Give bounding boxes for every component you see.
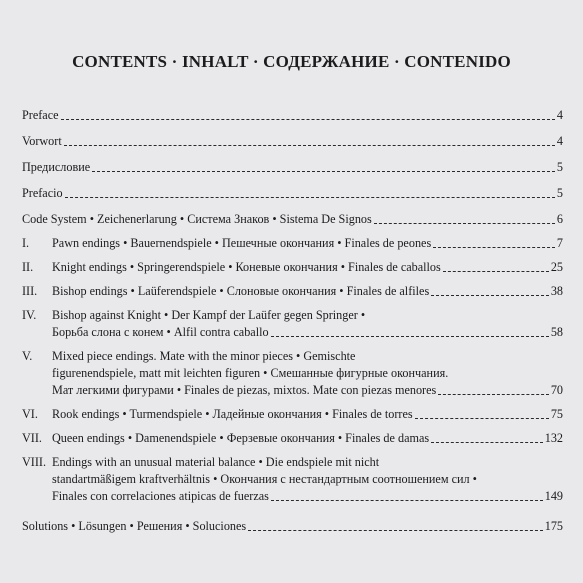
chapter-number: VII.	[22, 431, 42, 445]
toc-entry-chapter-6[interactable]	[22, 405, 563, 422]
toc-page-number: 75	[550, 407, 563, 421]
toc-entry-label: figurenendspiele, matt mit leichten figuren • Смешанные фигурные окончания.	[52, 366, 449, 380]
toc-entry-label: Vorwort	[22, 134, 62, 148]
toc-entry-label: Rook endings • Turmendspiele • Ладейные окончания • Finales de torres	[52, 407, 413, 421]
dot-leader	[374, 222, 555, 224]
dot-leader	[415, 417, 549, 419]
chapter-number: I.	[22, 236, 30, 250]
toc-entry-label: Prefacio	[22, 186, 63, 200]
page-title: CONTENTS · INHALT · СОДЕРЖАНИЕ · CONTENIDO	[72, 52, 511, 71]
toc-entry-chapter-4-cont[interactable]	[22, 323, 563, 340]
toc-entry-chapter-5[interactable]	[22, 347, 563, 364]
toc-entry-prefacio[interactable]	[22, 184, 563, 201]
toc-entry-chapter-2[interactable]	[22, 258, 563, 275]
toc-entry-label: Pawn endings • Bauernendspiele • Пешечные окончания • Finales de peones	[52, 236, 432, 250]
dot-leader	[438, 393, 549, 395]
toc-entry-label: Knight endings • Springerendspiele • Коневые окончания • Finales de caballos	[52, 260, 441, 274]
toc-page-number: 25	[550, 260, 563, 274]
toc-entry-vorwort[interactable]	[22, 132, 563, 149]
chapter-number: VIII.	[22, 455, 47, 469]
toc-entry-chapter-8-cont[interactable]	[22, 470, 563, 487]
dot-leader	[92, 170, 555, 172]
toc-entry-label: Solutions • Lösungen • Решения • Soluciones	[22, 519, 247, 533]
toc-entry-chapter-8-cont2[interactable]	[22, 487, 563, 504]
dot-leader	[248, 529, 543, 531]
table-of-contents	[22, 106, 563, 534]
chapter-number: VI.	[22, 407, 38, 421]
toc-entry-label: Code System • Zeichenerlarung • Система Знаков • Sistema De Signos	[22, 212, 372, 226]
toc-entry-label: Finales con correlaciones atipicas de fuerzas	[52, 489, 269, 503]
toc-entry-label: standartmäßigem kraftverhältnis • Окончания с нестандартным соотношением сил •	[52, 472, 477, 486]
dot-leader	[65, 196, 555, 198]
toc-entry-predislovie[interactable]	[22, 158, 563, 175]
toc-entry-label: Queen endings • Damenendspiele • Ферзевые окончания • Finales de damas	[52, 431, 430, 445]
toc-entry-solutions[interactable]	[22, 517, 563, 534]
toc-entry-label: Bishop against Knight • Der Kampf der Laüfer gegen Springer •	[52, 308, 366, 322]
toc-entry-label: Мат легкими фигурами • Finales de piezas, mixtos. Mate con piezas menores	[52, 383, 437, 397]
chapter-number: IV.	[22, 308, 37, 322]
toc-entry-label: Bishop endings • Laüferendspiele • Слоновые окончания • Finales de alfiles	[52, 284, 430, 298]
toc-page-number: 175	[544, 519, 563, 533]
toc-entry-chapter-7[interactable]	[22, 429, 563, 446]
chapter-number: V.	[22, 349, 33, 363]
dot-leader	[271, 499, 543, 501]
toc-page-number: 5	[556, 186, 563, 200]
toc-entry-preface[interactable]	[22, 106, 563, 123]
toc-entry-chapter-5-cont[interactable]	[22, 364, 563, 381]
toc-page-number: 7	[556, 236, 563, 250]
toc-page-number: 149	[544, 489, 563, 503]
toc-page-number: 38	[550, 284, 563, 298]
toc-page-number: 70	[550, 383, 563, 397]
dot-leader	[443, 270, 549, 272]
toc-page-number: 58	[550, 325, 563, 339]
chapter-number: III.	[22, 284, 38, 298]
toc-page-number: 4	[556, 134, 563, 148]
dot-leader	[64, 144, 555, 146]
toc-entry-code-system[interactable]	[22, 210, 563, 227]
toc-entry-chapter-5-cont2[interactable]	[22, 381, 563, 398]
toc-page-number: 4	[556, 108, 563, 122]
dot-leader	[431, 294, 549, 296]
dot-leader	[431, 441, 543, 443]
dot-leader	[433, 246, 555, 248]
dot-leader	[271, 335, 549, 337]
toc-entry-label: Mixed piece endings. Mate with the minor pieces • Gemischte	[52, 349, 356, 363]
toc-entry-label: Endings with an unusual material balance • Die endspiele mit nicht	[52, 455, 380, 469]
toc-entry-chapter-1[interactable]	[22, 234, 563, 251]
dot-leader	[61, 118, 555, 120]
toc-page-number: 132	[544, 431, 563, 445]
toc-entry-label: Борьба слона с конем • Alfil contra caballo	[52, 325, 269, 339]
toc-entry-label: Предисловие	[22, 160, 91, 174]
toc-page-number: 6	[556, 212, 563, 226]
toc-page-number: 5	[556, 160, 563, 174]
toc-entry-chapter-4[interactable]	[22, 306, 563, 323]
toc-entry-chapter-3[interactable]	[22, 282, 563, 299]
chapter-number: II.	[22, 260, 34, 274]
toc-entry-chapter-8[interactable]	[22, 453, 563, 470]
toc-entry-label: Preface	[22, 108, 59, 122]
